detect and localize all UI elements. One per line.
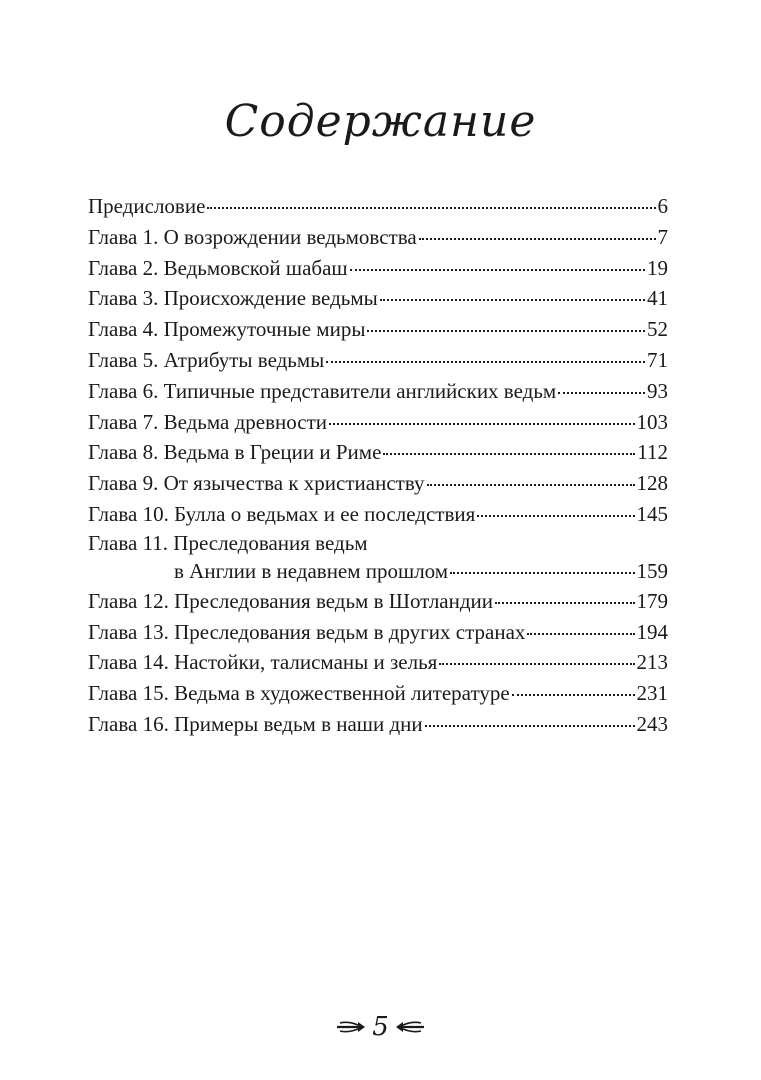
toc-entry (88, 647, 668, 678)
dot-leader (419, 238, 656, 240)
toc-entry-page: 7 (657, 224, 668, 249)
right-flourish-icon (395, 1020, 425, 1034)
dot-leader (439, 663, 634, 665)
toc-entry-label: Глава 10. Булла о ведьмах и ее последствия (88, 501, 476, 526)
toc-entry-label: Глава 8. Ведьма в Греции и Риме (88, 440, 382, 465)
dot-leader (450, 572, 634, 574)
toc-entry-label: Глава 11. Преследования ведьм (88, 530, 368, 555)
toc-entry-page: 179 (636, 588, 668, 613)
page-footer (0, 1012, 761, 1042)
toc-entry-page: 213 (636, 650, 668, 675)
toc-entry-page: 71 (647, 347, 668, 372)
dot-leader (329, 423, 634, 425)
toc-entry-page: 128 (636, 471, 668, 496)
toc-entry-page: 6 (657, 194, 668, 218)
toc-entry (88, 191, 668, 222)
toc-entry-label: Глава 15. Ведьма в художественной литературе (88, 681, 510, 706)
toc-entry-label: Глава 5. Атрибуты ведьмы (88, 347, 325, 372)
dot-leader (350, 269, 645, 271)
page-title: Содержание (224, 96, 537, 147)
toc-entry-page: 19 (647, 255, 668, 280)
toc-entry (88, 468, 668, 499)
toc-entry (88, 678, 668, 709)
page-number: 5 (372, 1012, 389, 1042)
toc-entry (88, 222, 668, 253)
toc-entry-page: 243 (636, 711, 668, 736)
dot-leader (367, 330, 645, 332)
dot-leader (427, 484, 635, 486)
dot-leader (477, 515, 634, 517)
toc-entry-page: 52 (647, 317, 668, 342)
toc-entry (88, 283, 668, 314)
dot-leader (527, 633, 634, 635)
toc-entry (88, 437, 668, 468)
dot-leader (207, 207, 655, 209)
toc-entry-label: Глава 3. Происхождение ведьмы (88, 286, 378, 311)
toc-entry-label: Глава 9. От язычества к христианству (88, 471, 425, 496)
dot-leader (495, 602, 634, 604)
toc-entry-label: Предисловие (88, 194, 206, 218)
toc-entry-label: Глава 14. Настойки, талисманы и зелья (88, 650, 438, 675)
toc-entry (88, 617, 668, 648)
toc-entry-page: 231 (636, 681, 668, 706)
left-flourish-icon (336, 1020, 366, 1034)
toc-entry-page: 145 (636, 501, 668, 526)
toc-entry (88, 314, 668, 345)
toc-entry-page: 159 (636, 558, 668, 583)
dot-leader (512, 694, 635, 696)
toc-entry-page: 93 (647, 378, 668, 403)
toc-entry (88, 345, 668, 376)
toc-entry-label: Глава 7. Ведьма древности (88, 409, 328, 434)
dot-leader (383, 453, 635, 455)
toc-entry-label: Глава 1. О возрождении ведьмовства (88, 224, 417, 249)
toc-entry (88, 253, 668, 284)
toc-entry (88, 499, 668, 530)
toc-entry (88, 407, 668, 438)
toc-entry-page: 194 (636, 619, 668, 644)
toc-entry-label: Глава 13. Преследования ведьм в других странах (88, 619, 526, 644)
table-of-contents (88, 191, 668, 740)
toc-entry-label: Глава 12. Преследования ведьм в Шотландии (88, 588, 494, 613)
toc-entry-continuation (88, 556, 668, 586)
toc-entry-label: Глава 6. Типичные представители английских ведьм (88, 378, 557, 403)
toc-entry-page: 103 (636, 409, 668, 434)
dot-leader (380, 299, 645, 301)
toc-entry (88, 709, 668, 740)
toc-entry (88, 586, 668, 617)
toc-entry-label: Глава 16. Примеры ведьм в наши дни (88, 711, 423, 736)
toc-entry (88, 376, 668, 407)
dot-leader (326, 361, 645, 363)
toc-entry-page: 41 (647, 286, 668, 311)
dot-leader (558, 392, 645, 394)
toc-entry-page: 112 (637, 440, 668, 465)
toc-entry-label: Глава 2. Ведьмовской шабаш (88, 255, 348, 280)
toc-entry-label-continued: в Англии в недавнем прошлом (174, 558, 449, 583)
toc-entry-label: Глава 4. Промежуточные миры (88, 317, 366, 342)
toc-entry (88, 530, 668, 586)
dot-leader (425, 725, 635, 727)
